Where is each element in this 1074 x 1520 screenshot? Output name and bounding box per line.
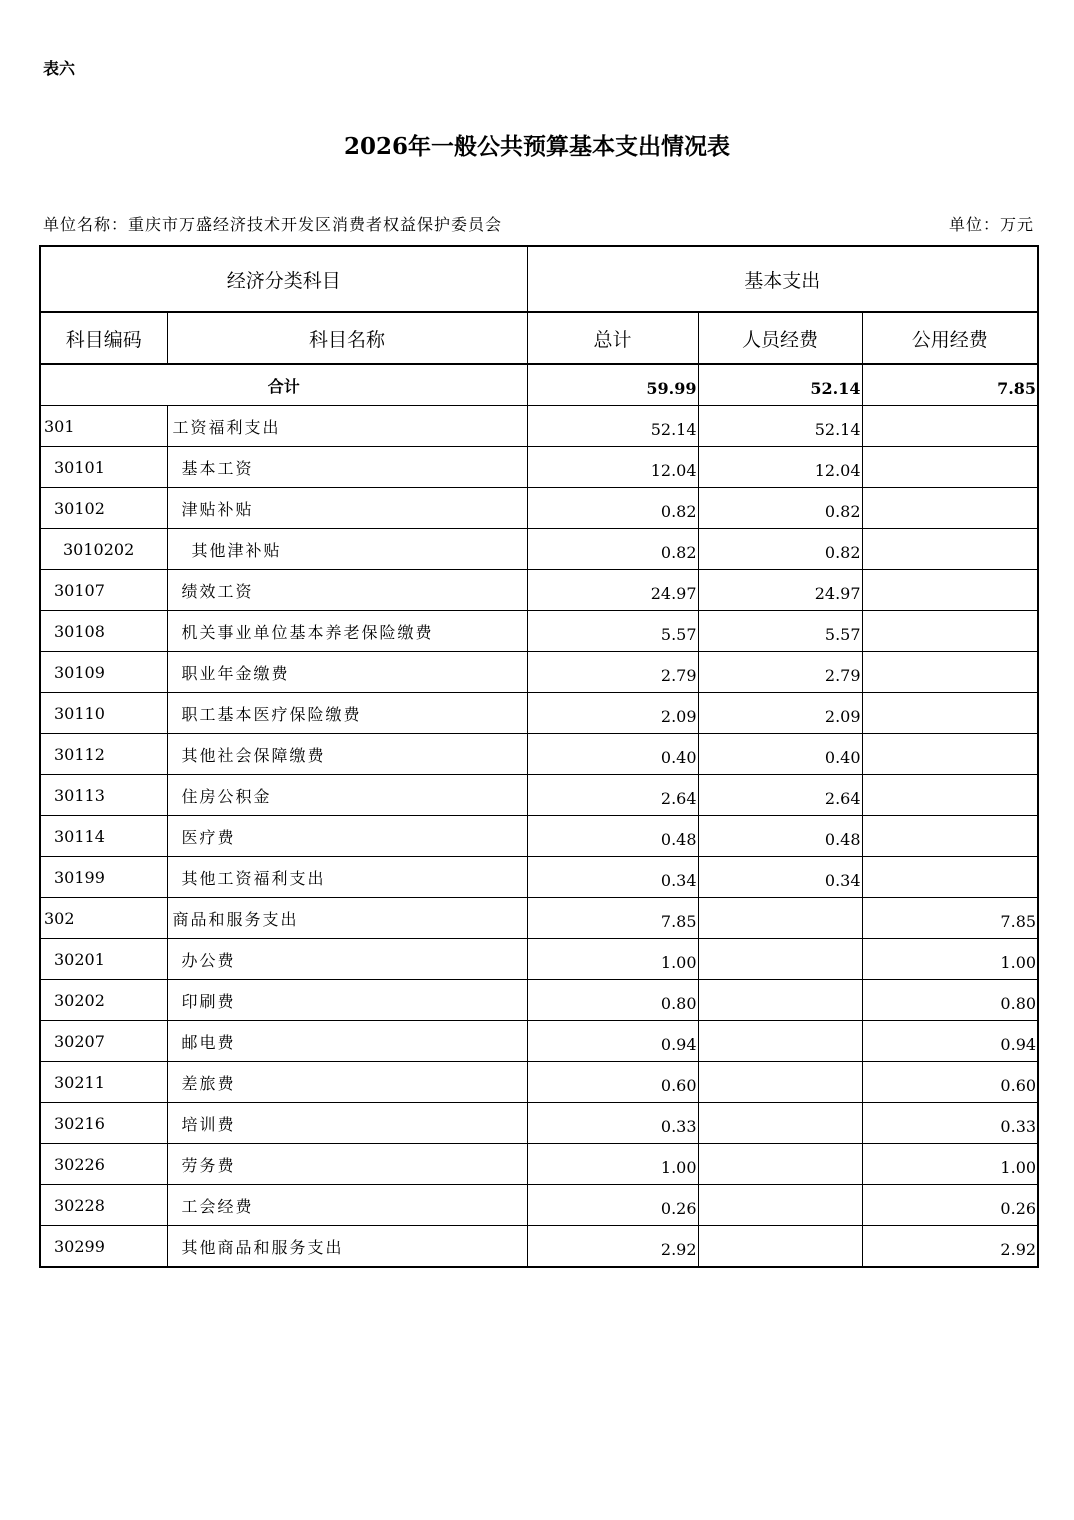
row-total: 5.57 (527, 611, 698, 652)
page-title: 2026年一般公共预算基本支出情况表 (343, 133, 730, 160)
row-code: 30109 (40, 652, 167, 693)
row-personnel (698, 1103, 862, 1144)
table-row (40, 980, 1038, 1021)
row-total: 0.82 (527, 529, 698, 570)
row-total: 0.94 (527, 1021, 698, 1062)
row-total: 0.26 (527, 1185, 698, 1226)
row-public: 1.00 (862, 1144, 1038, 1185)
row-name: 基本工资 (167, 447, 527, 488)
total-public: 7.85 (862, 364, 1038, 406)
total-label: 合计 (40, 364, 527, 406)
row-public: 0.26 (862, 1185, 1038, 1226)
table-row (40, 857, 1038, 898)
row-public: 0.94 (862, 1021, 1038, 1062)
table-row (40, 652, 1038, 693)
currency-unit-label: 单位：万元 (948, 215, 1034, 234)
row-name: 机关事业单位基本养老保险缴费 (167, 611, 527, 652)
table-row (40, 775, 1038, 816)
row-code: 30112 (40, 734, 167, 775)
row-total: 2.79 (527, 652, 698, 693)
row-total: 0.33 (527, 1103, 698, 1144)
row-name: 津贴补贴 (167, 488, 527, 529)
row-public: 1.00 (862, 939, 1038, 980)
row-personnel (698, 980, 862, 1021)
row-total: 0.40 (527, 734, 698, 775)
total-total: 59.99 (527, 364, 698, 406)
row-personnel (698, 1185, 862, 1226)
row-personnel: 0.82 (698, 529, 862, 570)
row-public (862, 734, 1038, 775)
row-code: 30110 (40, 693, 167, 734)
row-personnel: 12.04 (698, 447, 862, 488)
table-number: 表六 (43, 59, 76, 78)
header-personnel: 人员经费 (698, 312, 862, 364)
row-name: 办公费 (167, 939, 527, 980)
row-name: 邮电费 (167, 1021, 527, 1062)
row-public (862, 447, 1038, 488)
row-code: 30228 (40, 1185, 167, 1226)
row-total: 0.80 (527, 980, 698, 1021)
header-basic-expense: 基本支出 (527, 246, 1038, 312)
row-name: 其他商品和服务支出 (167, 1226, 527, 1268)
row-public (862, 406, 1038, 447)
row-code: 30202 (40, 980, 167, 1021)
row-personnel (698, 1144, 862, 1185)
row-code: 30216 (40, 1103, 167, 1144)
table-row (40, 816, 1038, 857)
row-personnel (698, 1062, 862, 1103)
row-public (862, 693, 1038, 734)
row-name: 职工基本医疗保险缴费 (167, 693, 527, 734)
row-code: 30207 (40, 1021, 167, 1062)
row-code: 30211 (40, 1062, 167, 1103)
row-name: 印刷费 (167, 980, 527, 1021)
table-row (40, 570, 1038, 611)
table-row (40, 1144, 1038, 1185)
row-total: 7.85 (527, 898, 698, 939)
table-row (40, 447, 1038, 488)
row-name: 职业年金缴费 (167, 652, 527, 693)
row-total: 2.64 (527, 775, 698, 816)
table-row (40, 693, 1038, 734)
row-name: 培训费 (167, 1103, 527, 1144)
total-row (40, 364, 1038, 406)
unit-name-label: 单位名称：重庆市万盛经济技术开发区消费者权益保护委员会 (43, 215, 503, 234)
row-name: 其他社会保障缴费 (167, 734, 527, 775)
row-public: 7.85 (862, 898, 1038, 939)
row-code: 30102 (40, 488, 167, 529)
row-code: 302 (40, 898, 167, 939)
row-name: 绩效工资 (167, 570, 527, 611)
header-econ-class: 经济分类科目 (40, 246, 527, 312)
row-public: 0.80 (862, 980, 1038, 1021)
row-personnel (698, 1021, 862, 1062)
row-public (862, 611, 1038, 652)
table-row (40, 488, 1038, 529)
row-total: 52.14 (527, 406, 698, 447)
table-row (40, 611, 1038, 652)
row-personnel: 0.48 (698, 816, 862, 857)
row-personnel: 24.97 (698, 570, 862, 611)
row-personnel: 0.34 (698, 857, 862, 898)
row-total: 0.34 (527, 857, 698, 898)
table-row (40, 1103, 1038, 1144)
row-personnel: 2.09 (698, 693, 862, 734)
row-total: 0.48 (527, 816, 698, 857)
row-code: 30101 (40, 447, 167, 488)
table-row (40, 1021, 1038, 1062)
table-row (40, 1226, 1038, 1268)
row-code: 3010202 (40, 529, 167, 570)
row-code: 30199 (40, 857, 167, 898)
row-personnel: 2.64 (698, 775, 862, 816)
row-name: 其他津补贴 (167, 529, 527, 570)
row-total: 2.92 (527, 1226, 698, 1268)
row-personnel (698, 1226, 862, 1268)
row-personnel (698, 898, 862, 939)
budget-table (39, 245, 1039, 1268)
row-code: 301 (40, 406, 167, 447)
row-code: 30113 (40, 775, 167, 816)
row-name: 劳务费 (167, 1144, 527, 1185)
row-public (862, 529, 1038, 570)
row-public: 2.92 (862, 1226, 1038, 1268)
header-public: 公用经费 (862, 312, 1038, 364)
row-total: 2.09 (527, 693, 698, 734)
row-public: 0.33 (862, 1103, 1038, 1144)
row-total: 1.00 (527, 939, 698, 980)
row-code: 30299 (40, 1226, 167, 1268)
table-row (40, 1185, 1038, 1226)
row-public (862, 816, 1038, 857)
row-code: 30114 (40, 816, 167, 857)
row-total: 24.97 (527, 570, 698, 611)
row-public (862, 652, 1038, 693)
row-personnel: 5.57 (698, 611, 862, 652)
row-name: 工资福利支出 (167, 406, 527, 447)
row-name: 医疗费 (167, 816, 527, 857)
row-public (862, 775, 1038, 816)
row-personnel: 52.14 (698, 406, 862, 447)
row-name: 差旅费 (167, 1062, 527, 1103)
table-row (40, 734, 1038, 775)
row-personnel: 0.82 (698, 488, 862, 529)
table-row (40, 898, 1038, 939)
row-public: 0.60 (862, 1062, 1038, 1103)
row-code: 30107 (40, 570, 167, 611)
row-name: 商品和服务支出 (167, 898, 527, 939)
row-code: 30108 (40, 611, 167, 652)
row-total: 12.04 (527, 447, 698, 488)
row-public (862, 570, 1038, 611)
row-total: 1.00 (527, 1144, 698, 1185)
row-code: 30226 (40, 1144, 167, 1185)
row-name: 其他工资福利支出 (167, 857, 527, 898)
header-code: 科目编码 (40, 312, 167, 364)
row-total: 0.82 (527, 488, 698, 529)
header-name: 科目名称 (167, 312, 527, 364)
row-personnel: 2.79 (698, 652, 862, 693)
table-row (40, 939, 1038, 980)
row-name: 住房公积金 (167, 775, 527, 816)
table-row (40, 1062, 1038, 1103)
row-personnel: 0.40 (698, 734, 862, 775)
row-public (862, 857, 1038, 898)
row-code: 30201 (40, 939, 167, 980)
header-total: 总计 (527, 312, 698, 364)
row-public (862, 488, 1038, 529)
row-personnel (698, 939, 862, 980)
table-row (40, 406, 1038, 447)
row-name: 工会经费 (167, 1185, 527, 1226)
total-personnel: 52.14 (698, 364, 862, 406)
table-row (40, 529, 1038, 570)
row-total: 0.60 (527, 1062, 698, 1103)
